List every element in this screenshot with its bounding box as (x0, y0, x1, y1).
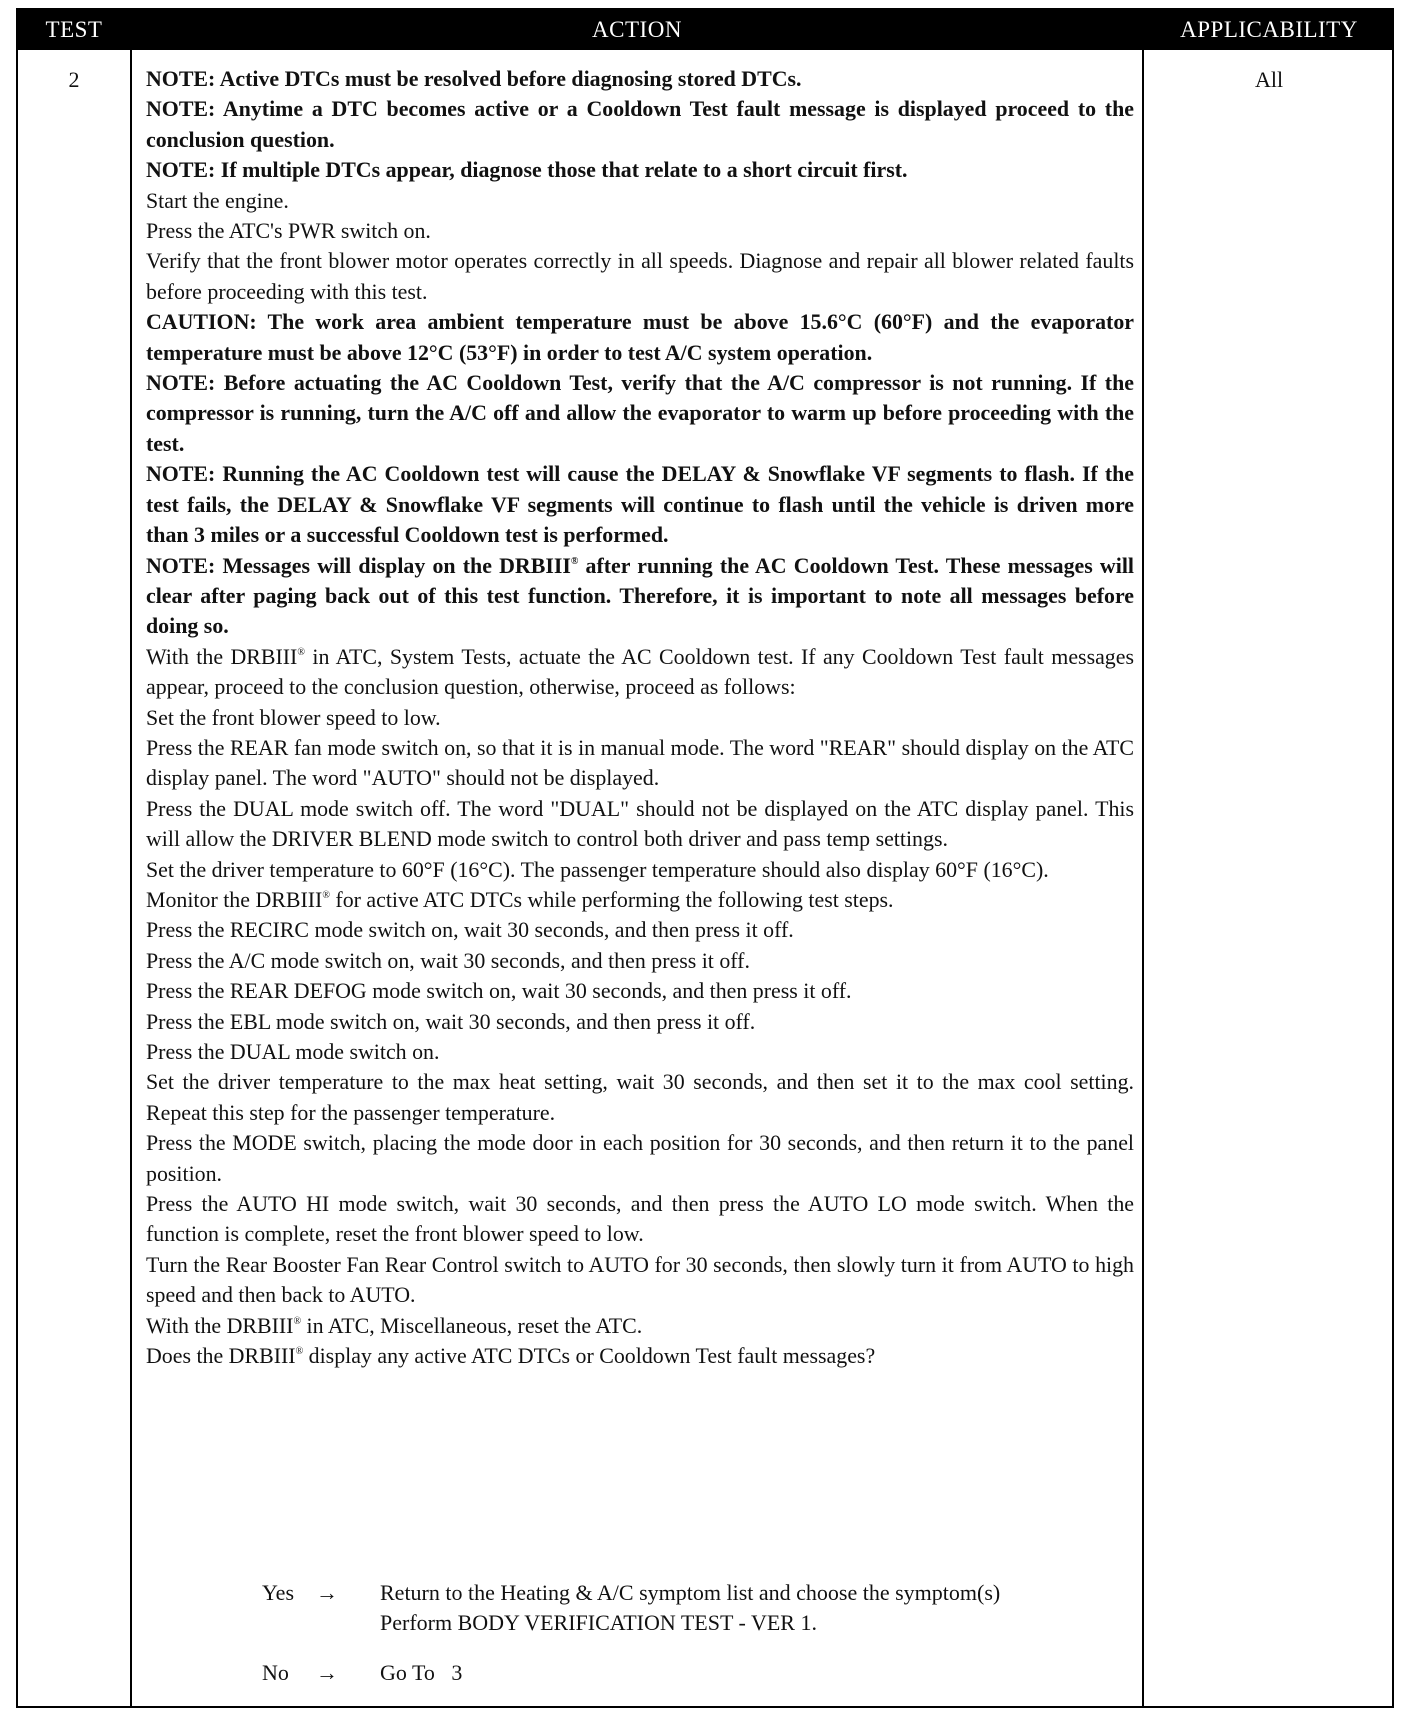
question-line: Does the DRBIII® display any active ATC DTCs or Cooldown Test fault messages? (146, 1343, 876, 1369)
registered-mark: ® (295, 1346, 304, 1358)
step-line: Set the driver temperature to 60°F (16°C). The passenger temperature should also display 60°F (16°C). (146, 856, 1049, 882)
outcome-yes-line2: Perform BODY VERIFICATION TEST - VER 1. (380, 1610, 817, 1635)
step-line: Set the front blower speed to low. (146, 704, 441, 730)
column-divider (130, 10, 132, 1706)
step-line: Press the AUTO HI mode switch, wait 30 seconds, and then press the AUTO LO mode switch. When the function is complete, reset the front blower speed to low. (146, 1191, 1134, 1247)
step-line: Press the RECIRC mode switch on, wait 30 seconds, and then press it off. (146, 917, 794, 943)
step-line: Start the engine. (146, 187, 289, 213)
procedure-table (16, 8, 1394, 1708)
note-line: NOTE: Active DTCs must be resolved before diagnosing stored DTCs. (146, 66, 802, 91)
outcome-no (146, 1658, 1134, 1688)
outcome-yes (146, 1578, 1134, 1638)
applicability-value: All (1254, 67, 1284, 92)
with-drb-line: With the DRBIII® in ATC, System Tests, actuate the AC Cooldown test. If any Cooldown Test fault messages appear, proceed to the conclusion question, otherwise, proceed as follows: (146, 643, 1134, 700)
outcome-no-text: Go To 3 (380, 1660, 463, 1685)
step-line: Turn the Rear Booster Fan Rear Control switch to AUTO for 30 seconds, then slowly turn it from AUTO to high speed and then back to AUTO. (146, 1251, 1134, 1308)
registered-mark: ® (570, 555, 579, 567)
step-line: Press the A/C mode switch on, wait 30 seconds, and then press it off. (146, 947, 750, 973)
header-action: ACTION (132, 10, 1142, 50)
header-applicability: APPLICABILITY (1144, 10, 1394, 50)
note-line: NOTE: Anytime a DTC becomes active or a Cooldown Test fault message is displayed proceed to the conclusion question. (146, 96, 1134, 152)
registered-mark: ® (297, 646, 305, 658)
outcomes (146, 1578, 1134, 1688)
arrow-right-icon: → (316, 1580, 338, 1605)
note-line: NOTE: Running the AC Cooldown test will cause the DELAY & Snowflake VF segments to flash. If the test fails, the DELAY & Snowflake VF segments will continue to flash until the vehicle is driven more than 3 miles or a successful Cooldown test is performed. (146, 461, 1134, 548)
outcome-yes-label: Yes (262, 1580, 295, 1605)
step-line: Press the DUAL mode switch on. (146, 1039, 440, 1064)
step-line: Press the REAR DEFOG mode switch on, wait 30 seconds, and then press it off. (146, 978, 852, 1004)
step-line: Press the MODE switch, placing the mode door in each position for 30 seconds, and then return it to the panel position. (146, 1130, 1134, 1186)
note-messages-line: NOTE: Messages will display on the DRBIII® after running the AC Cooldown Test. These messages will clear after paging back out of this test function. Therefore, it is important to note all messages before doing so. (146, 552, 1134, 639)
outcome-yes-line1: Return to the Heating & A/C symptom list and choose the symptom(s) (380, 1580, 1001, 1605)
column-divider (1142, 10, 1144, 1706)
reset-line: With the DRBIII® in ATC, Miscellaneous, reset the ATC. (146, 1312, 643, 1338)
action-text (146, 64, 1134, 1371)
step-line: Press the DUAL mode switch off. The word "DUAL" should not be displayed on the ATC display panel. This will allow the DRIVER BLEND mode switch to control both driver and pass temp settings. (146, 795, 1134, 852)
monitor-line: Monitor the DRBIII® for active ATC DTCs while performing the following test steps. (146, 886, 894, 912)
arrow-right-icon: → (316, 1660, 338, 1685)
step-line: Press the REAR fan mode switch on, so that it is in manual mode. The word "REAR" should display on the ATC display panel. The word "AUTO" should not be displayed. (146, 734, 1134, 791)
note-line: NOTE: If multiple DTCs appear, diagnose those that relate to a short circuit first. (146, 157, 908, 183)
step-line: Press the ATC's PWR switch on. (146, 218, 431, 244)
outcome-no-label: No (262, 1660, 289, 1685)
note-line: NOTE: Before actuating the AC Cooldown Test, verify that the A/C compressor is not running. If the compressor is running, turn the A/C off and allow the evaporator to warm up before proceeding with the test. (146, 370, 1134, 456)
registered-mark: ® (322, 889, 330, 901)
step-line: Set the driver temperature to the max heat setting, wait 30 seconds, and then set it to the max cool setting. Repeat this step for the passenger temperature. (146, 1069, 1134, 1125)
test-number: 2 (68, 67, 80, 92)
registered-mark: ® (293, 1315, 302, 1327)
caution-line: CAUTION: The work area ambient temperature must be above 15.6°C (60°F) and the evaporator temperature must be above 12°C (53°F) in order to test A/C system operation. (146, 309, 1134, 365)
step-line: Press the EBL mode switch on, wait 30 seconds, and then press it off. (146, 1008, 756, 1034)
header-test: TEST (18, 10, 130, 50)
step-line: Verify that the front blower motor operates correctly in all speeds. Diagnose and repair all blower related faults before proceeding with this test. (146, 248, 1134, 304)
